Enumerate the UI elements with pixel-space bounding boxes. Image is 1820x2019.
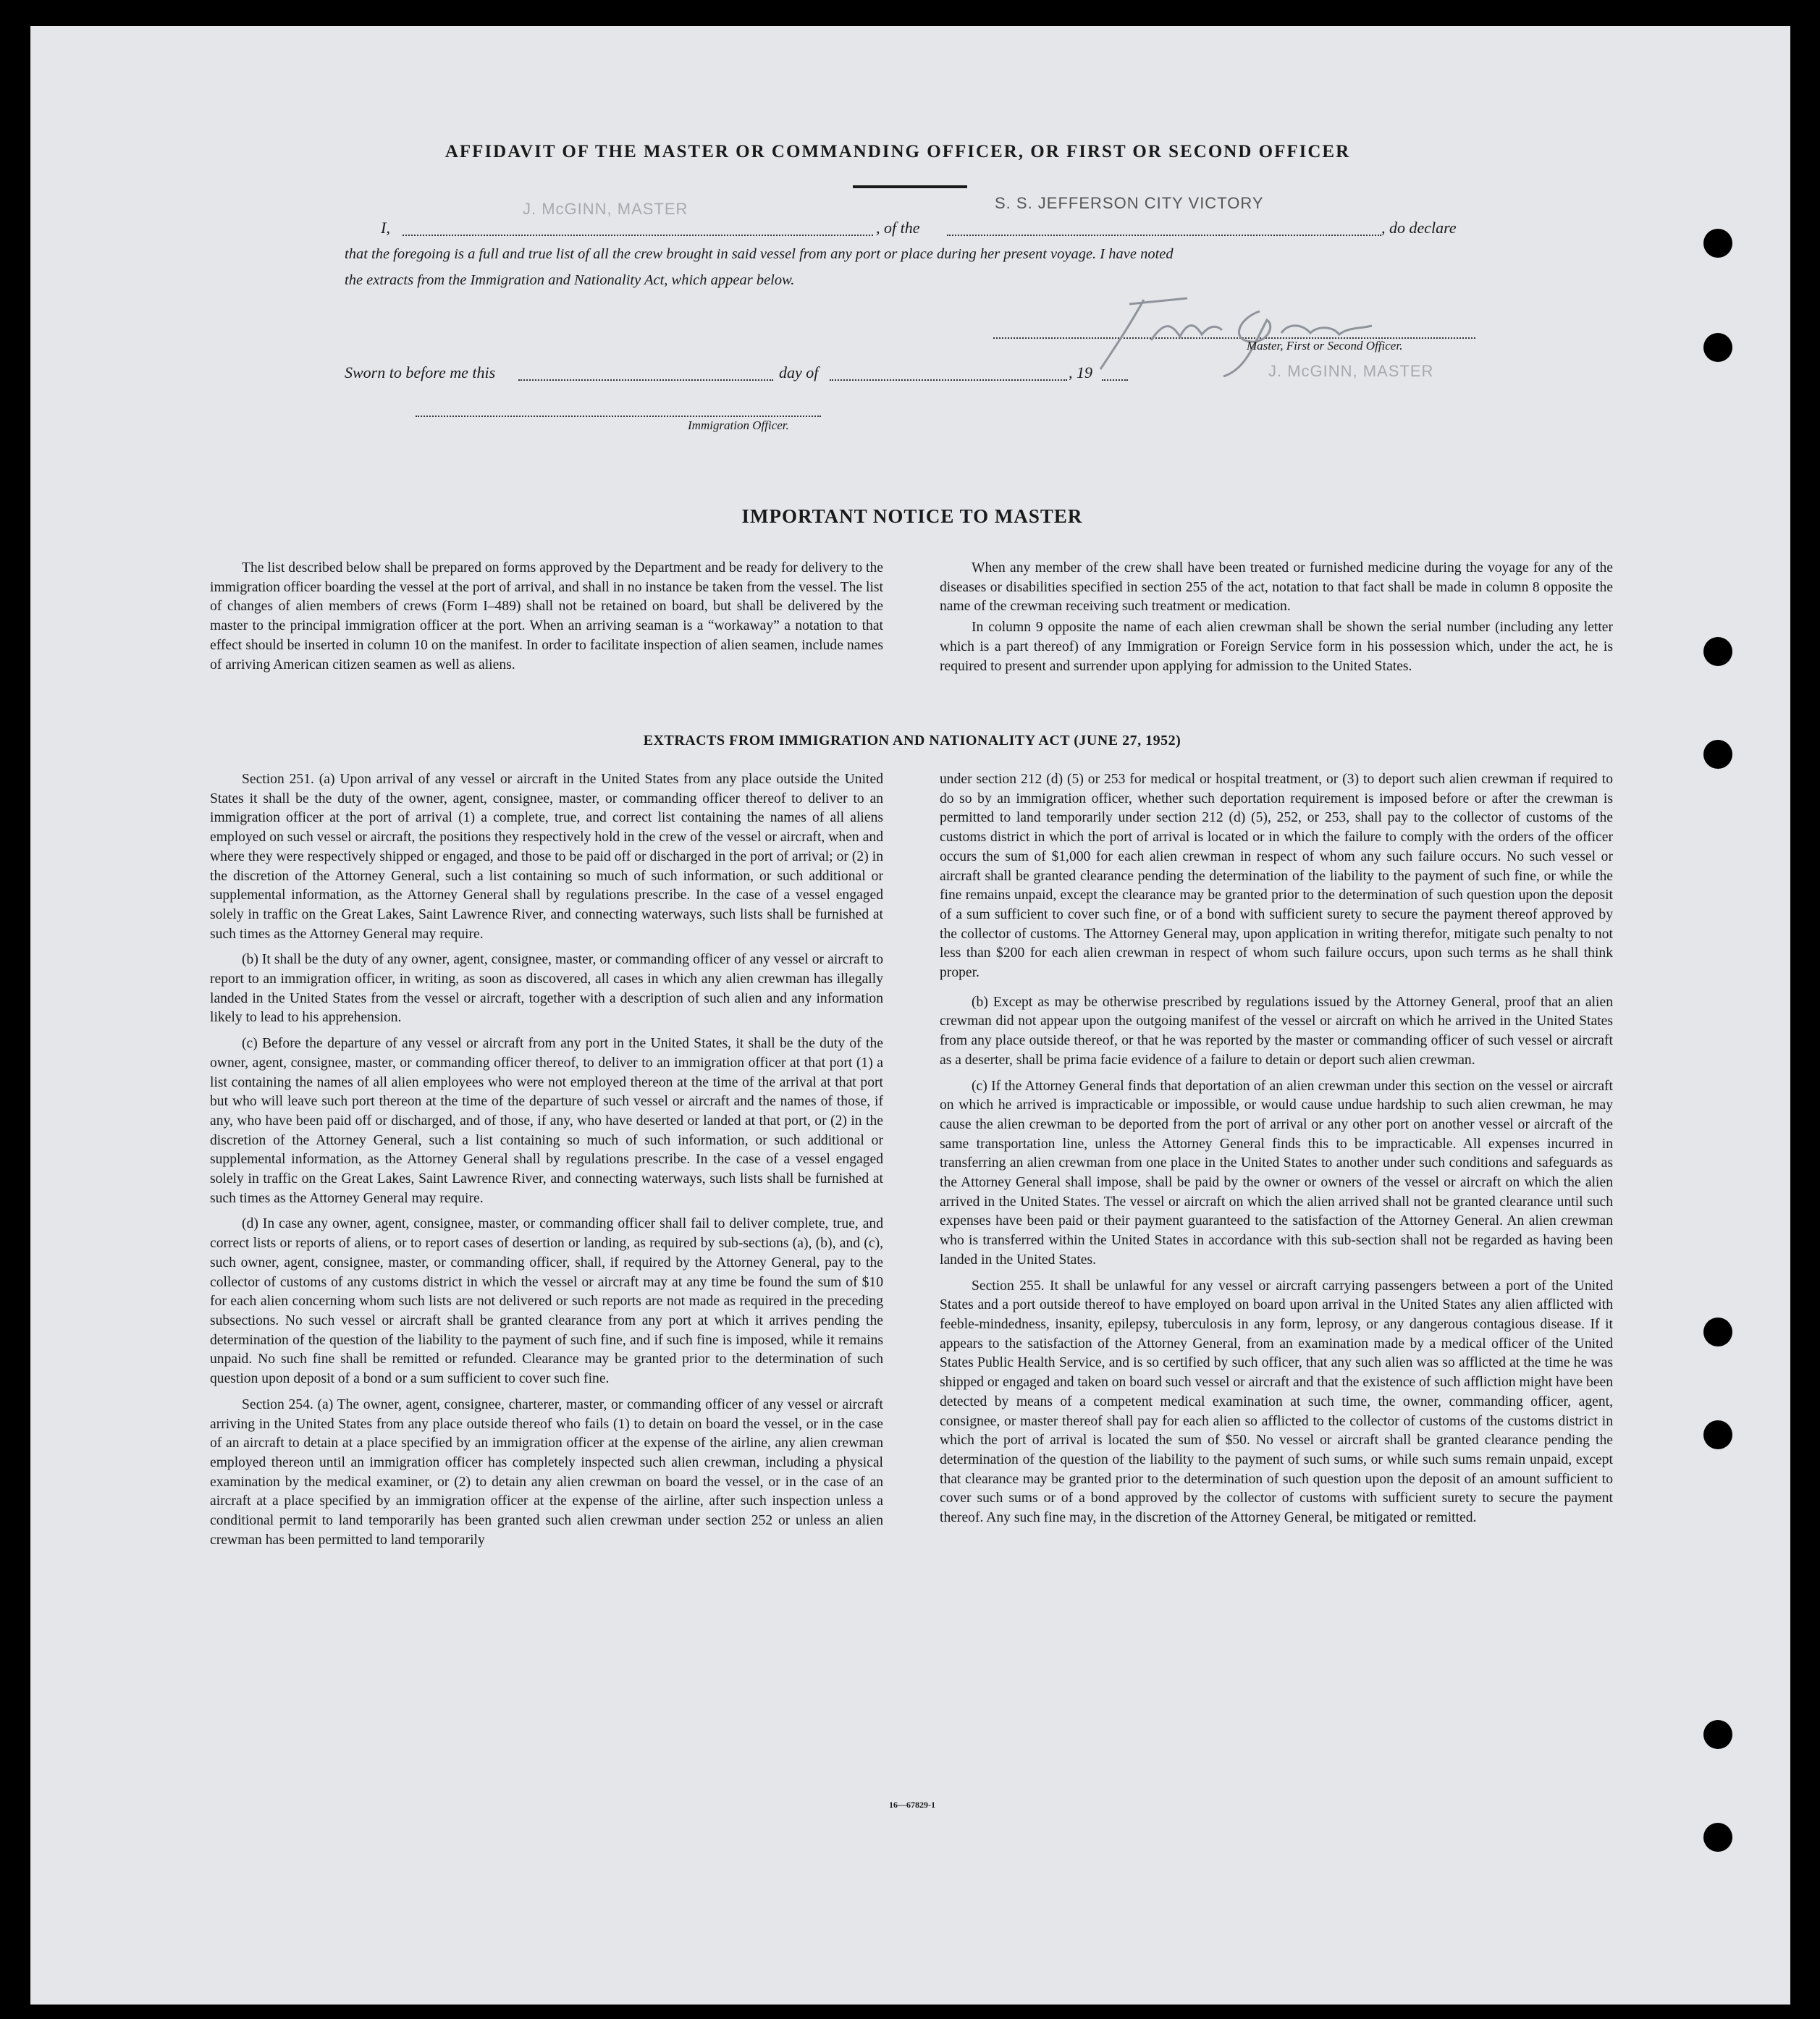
sworn-label: Sworn to before me this [345,363,496,382]
section-251-c: (c) Before the departure of any vessel or aircraft from any port in the United States, it shall be the duty of the owner, agent, consignee, master, or commanding officer thereof, to deliver to an immigration officer at that port (1) a list containing the names of all alien employees who were not employed thereon at the time of the arrival at that port but who will leave such port thereon at the time of the departure of such vessel or aircraft and the names of those, if any, who have been paid off or discharged, and of those, if any, who have deserted or landed at that port, or (2) in the discretion of the Attorney General, such a list containing so much of such information, or such additional or supplemental information, as the Attorney General shall by regulations prescribe. In the case of a vessel engaged solely in traffic on the Great Lakes, Saint Lawrence River, and connecting waterways, such lists shall be furnished at such times as the Attorney General may require. [210,1036,883,1206]
sworn-day-blank [518,379,773,381]
notice-right-paragraph-1: When any member of the crew shall have been treated or furnished medicine during the voyage for any of the diseases or disabilities specified in section 255 of the act, notation to that fact shall be made in column 8 opposite the name of the crewman receiving such treatment or medication. [940,560,1613,615]
officer-caption: Immigration Officer. [688,418,789,432]
notice-right-column [940,559,1613,683]
vessel-stamp: S. S. JEFFERSON CITY VICTORY [995,194,1264,212]
binder-hole-5 [1703,1318,1732,1346]
section-255: Section 255. It shall be unlawful for any vessel or aircraft carrying passengers between a port of the United States and a port outside thereof to have employed on board upon arrival in the United States any alien afflicted with feeble-mindedness, insanity, epilepsy, tuberculosis in any form, leprosy, or any dangerous contagious disease. If it appears to the satisfaction of the Attorney General, from an examination made by a medical officer of the United States Public Health Service, and is so certified by such officer, that any such alien was so afflicted at the time he was shipped or engaged and taken on board such vessel or aircraft and that the existence of such affliction might have been detected by means of a competent medical examination at such time, the owner, commanding officer, agent, consignee, or master thereof shall pay for each alien so afflicted to the collector of customs of the customs district in which the port of arrival is located the sum of $50. No vessel or aircraft shall be granted clearance pending the determination of the question of the liability to the payment of such sums, or while such sums remain unpaid, except that clearance may be granted prior to the determination of such question upon the deposit of an amount sufficient to cover such sums or of a bond approved by the collector of customs with sufficient surety to secure the payment thereof. Any such fine may, in the discretion of the Attorney General, be mitigated or remitted. [940,1278,1614,1526]
name-stamp: J. McGINN, MASTER [523,200,688,218]
signature-caption: Master, First or Second Officer. [1247,339,1403,353]
binder-hole-8 [1703,1823,1732,1852]
notice-left-paragraph-1: The list described below shall be prepared on forms approved by the Department and be ready for delivery to the immigration officer boarding the vessel at the port of arrival, and shall in no instance be taken from the vessel. The list of changes of alien members of crews (Form I–489) shall not be retained on board, but shall be delivered by the master to the principal immigration officer at the port. When an arriving seaman is a “workaway” a notation to that effect should be inserted in column 10 on the manifest. In order to facilitate inspection of alien seamen, include names of arriving American citizen seamen as well as aliens. [210,560,883,673]
name-blank [403,235,873,236]
binder-hole-7 [1703,1720,1732,1749]
section-251-b: (b) It shall be the duty of any owner, agent, consignee, master, or commanding officer of any vessel or aircraft to report to an immigration officer, in writing, as soon as discovered, all cases in which any alien crewman has illegally landed in the United States from the vessel or aircraft, together with a description of such alien and any information likely to lead to his apprehension. [210,952,883,1026]
section-254-a-continued: under section 212 (d) (5) or 253 for medical or hospital treatment, or (3) to deport such alien crewman if required to do so by an immigration officer, whether such deportation requirement is imposed before or after the crewman is permitted to land temporarily under section 212 (d) (5), 252, or 253, shall pay to the collector of customs of the customs district in which the port of arrival is located or in which the failure to comply with the orders of the officer occurs the sum of $1,000 for each alien crewman in respect of whom any such failure occurs. No such vessel or aircraft shall be granted clearance pending the determination of the liability to the payment of such fine, or while the fine remains unpaid, except the clearance may be granted prior to the determination of such question upon the deposit of a sum sufficient to cover such fine, or of a bond with sufficient surety to secure the payment thereof approved by the collector of customs. The Attorney General may, upon application in writing therefor, mitigate such penalty to not less than $200 for each alien crewman in respect of whom such failure occurs, upon such terms as he shall think proper. [940,772,1613,981]
affidavit-title: AFFIDAVIT OF THE MASTER OR COMMANDING OFFICER, OR FIRST OR SECOND OFFICER [445,142,1351,161]
vessel-blank [947,235,1381,236]
binder-hole-2 [1703,333,1732,362]
section-251-a: Section 251. (a) Upon arrival of any vessel or aircraft in the United States from any place outside the United States it shall be the duty of the owner, agent, consignee, master, or commanding officer thereof to deliver to an immigration officer at the port of arrival (1) a complete, true, and correct list containing the names of all aliens employed on such vessel or aircraft, the positions they respectively hold in the crew of the vessel or aircraft, when and where they were respectively shipped or engaged, and those to be paid off or discharged in the port of arrival; or (2) in the discretion of the Attorney General, such a list containing so much of such information, or such additional or supplemental information, as the Attorney General shall by regulations prescribe. In the case of a vessel engaged solely in traffic on the Great Lakes, Saint Lawrence River, and connecting waterways, such lists shall be furnished at such times as the Attorney General may require. [210,772,883,942]
section-254-b: (b) Except as may be otherwise prescribed by regulations issued by the Attorney General, proof that an alien crewman did not appear upon the outgoing manifest of the vessel or aircraft on which he arrived in the United States from any place outside thereof, or that he was reported by the master or commanding officer of such vessel or aircraft as a deserter, shall be prima facie evidence of a failure to detain or deport such alien crewman. [940,994,1613,1068]
notice-left-column [210,559,883,681]
extracts-title: EXTRACTS FROM IMMIGRATION AND NATIONALITY ACT (JUNE 27, 1952) [643,733,1181,749]
sworn-month-blank [830,379,1067,381]
year-label: , 19 [1069,363,1092,382]
binder-hole-1 [1703,229,1732,258]
title-rule [853,185,967,188]
declaration-line-1: that the foregoing is a full and true list of all the crew brought in said vessel from any port or place during her present voyage. I have noted [345,246,1174,262]
do-declare-label: , do declare [1381,219,1457,237]
officer-blank [416,416,821,417]
day-of-label: day of [779,363,819,382]
binder-hole-6 [1703,1420,1732,1449]
notice-title: IMPORTANT NOTICE TO MASTER [741,505,1083,527]
section-251-d: (d) In case any owner, agent, consignee, master, or commanding officer shall fail to deliver complete, true, and correct lists or reports of aliens, or to report cases of desertion or landing, as required by sub-sections (a), (b), and (c), such owner, agent, consignee, master, or commanding officer, shall, if required by the Attorney General, pay to the collector of customs of any customs district in which the vessel or aircraft may at any time be found the sum of $10 for each alien concerning whom such lists are not delivered or such reports are not made as required in the preceding subsections. No such vessel or aircraft shall be granted clearance from any port at which it arrives pending the determination of the question of the liability to the payment of such fine, and if such fine is imposed, while it remains unpaid. No such fine shall be remitted or refunded. Clearance may be granted prior to the determination of such question upon deposit of a bond or a sum sufficient to cover such fine. [210,1216,883,1387]
declaration-line-2: the extracts from the Immigration and Nationality Act, which appear below. [345,272,795,288]
i-label: I, [381,219,390,237]
sworn-year-blank [1102,379,1128,381]
extracts-left-column [210,770,883,1556]
section-254-c: (c) If the Attorney General finds that deportation of an alien crewman under this section on the vessel or aircraft on which he arrived is impracticable or impossible, or would cause undue hardship to such alien crewman, he may cause the alien crewman to be deported from the port of arrival or any other port on another vessel or aircraft of the same transportation line, unless the Attorney General finds this to be impracticable. All expenses incurred in transferring an alien crewman from one place in the United States to another under such conditions and safeguards as the Attorney General shall impose, shall be paid by the owner or owners of the vessel or aircraft on which the alien arrived in the United States. The vessel or aircraft on which the alien arrived shall not be granted clearance until such expenses have been paid or their payment guaranteed to the satisfaction of the Attorney General. An alien crewman who is transferred within the United States in accordance with this sub-section shall not be regarded as having been landed in the United States. [940,1078,1613,1268]
form-number: 16—67829-1 [889,1800,935,1810]
binder-hole-3 [1703,637,1732,666]
section-254-a: Section 254. (a) The owner, agent, consignee, charterer, master, or commanding officer of any vessel or aircraft arriving in the United States from any place outside thereof who fails (1) to detain on board the vessel, or in the case of an aircraft to detain at a place specified by an immigration officer at the expense of the airline, any alien crewman employed thereon until an immigration officer has completely inspected such alien crewman, including a physical examination by the medical examiner, or (2) to detain any alien crewman on board the vessel, or in the case of an aircraft at a place specified by an immigration officer at the expense of the airline, after such inspection unless a conditional permit to land temporarily has been granted such alien crewman under section 252 or unless an alien crewman has been permitted to land temporarily [210,1396,883,1548]
signature-stamp: J. McGINN, MASTER [1268,362,1434,380]
extracts-right-column [940,770,1613,1535]
notice-right-paragraph-2: In column 9 opposite the name of each alien crewman shall be shown the serial number (including any letter which is a part thereof) of any Immigration or Foreign Service form in his possession which, under the act, he is required to present and surrender upon applying for admission to the United States. [940,620,1613,674]
binder-hole-4 [1703,740,1732,769]
of-the-label: , of the [876,219,920,237]
